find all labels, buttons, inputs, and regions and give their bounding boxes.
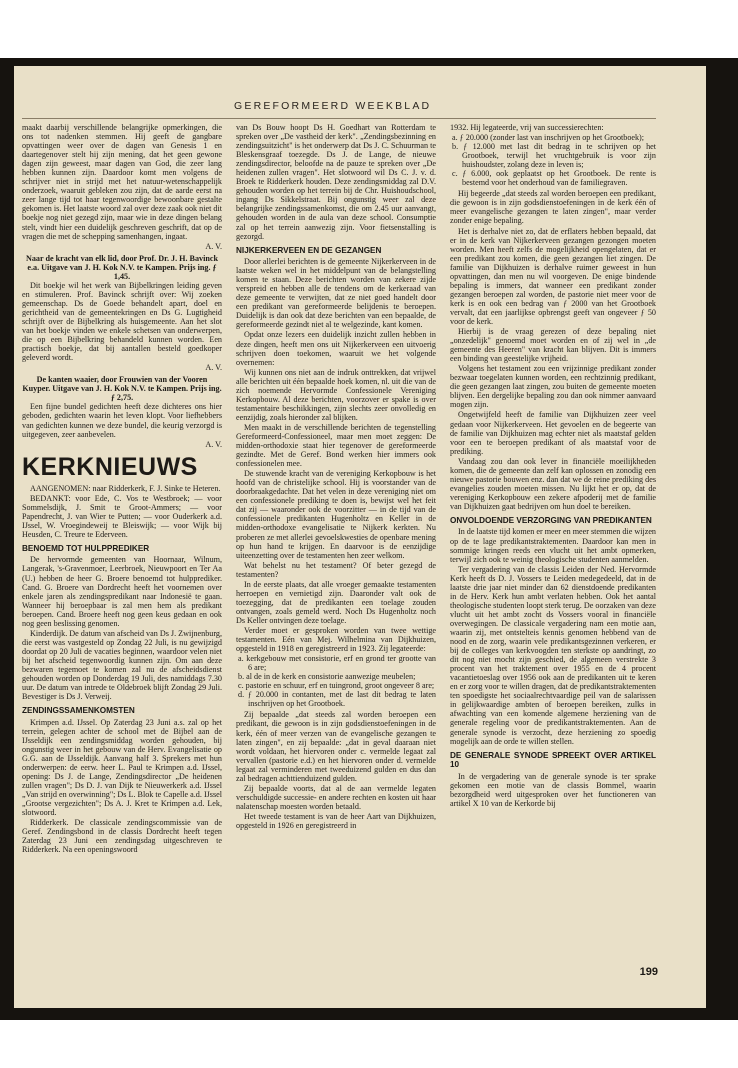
list-item: a. kerkgebouw met consistorie, erf en grond ter grootte van 6 are; [238,654,436,673]
krimpen-text: Krimpen a.d. IJssel. Op Zaterdag 23 Juni a.s. zal op het terrein, gelegen achter de school met de Bijbel aan de IJsseldijk een zendingsmiddag worden gehouden, bij ongunstig weer in het gebouw van de Herv. Evangelisatie op G.G. aan de IJsseldijk. Aanvang half 3. Sprekers met hun onderwerpen: de eerw. heer L. Paul te Krimpen a.d. IJssel, opening: Ds J. de Lange, Zendingsdirector „De heidenen zullen vragen"; Ds D. J. van Dijk te Nieuwerkerk a.d. IJssel „Van strijd en overwinning"; Ds L. Blok te Capelle a.d. IJssel „Grootse vergezichten"; Ds A. J. Kret te Krimpen a.d. Lek, slotwoord. [22,717,222,818]
paragraph: In de vergadering van de generale synode is ter sprake gekomen een motie van de classis Bommel, waarin bezorgdheid werd uitgesproken over het functioneren van artikel X 10 van de Kerkorde bij [450,771,656,808]
paragraph: In de eerste plaats, dat alle vroeger gemaakte testamenten herroepen en vernietigd zijn. Daaronder valt ook de toezegging, dat de predikanten een toelage zouden ontvangen, zoals gemeld werd. Noch Ds Hugenholtz noch Ds Keller ontvingen deze toelage. [236,579,436,625]
review1-signature: A. V. [205,363,222,373]
paragraph: Verder moet er gesproken worden van twee wettige testamenten. Eén van Mej. Wilhelmina van Dijkhuizen, opgesteld in 1918 en geregistreerd in 1923. Zij legateerde: [236,625,436,654]
paragraph: Zij bepaalde voorts, dat al de aan vermelde legaten verschuldigde successie- en andere rechten en kosten uit haar nalatenschap moesten worden betaald. [236,783,436,811]
review1-title: Naar de kracht van elk lid, door Prof. Dr. J. H. Bavinck e.a. Uitgave van J. H. Kok N.V. te Kampen. Prijs ing. ƒ 1,45. [25,253,218,281]
paragraph: In de laatste tijd komen er meer en meer stemmen die wijzen op de te lage predikantstraktementen. Daardoor kan men in sommige kringen reeds een vlucht uit het ambt opmerken, terwijl zich ook te weinig theologische studenten aanmelden. [450,527,656,564]
aangenomen-text: AANGENOMEN: naar Ridderkerk, F. J. Sinke te Heteren. [30,483,221,493]
kerknieuws-heading: KERKNIEUWS [22,452,198,481]
section-heading-zending: ZENDINGSSAMENKOMSTEN [22,706,135,716]
paragraph: Door allerlei berichten is de gemeente Nijkerkerveen in de laatste weken wel in het middelpunt van de belangstelling komen te staan. Deze berichten worden van zekere zijde verspreid en hebben alle de tendens om de kerkeraad van deze gemeente te verwijten, dat ze niet goed handelt door een predikant van gereformeerde belijdenis te beroepen. Duidelijk is dan ook dat deze berichten van een bepaalde, de gereformeerde gezindt niet al te welgezinde, kant komen. [236,257,436,330]
header-rule [22,118,656,119]
review2-text: Een fijne bundel gedichten heeft deze dichteres ons hier geboden, gedichten waarin het leven klopt. Voor liefhebbers van gedichten kunnen we deze bundel, die keurig verzorgd is uitgegeven, zeer aanbevelen. [22,402,222,439]
legacy-list-2 [450,133,656,187]
kinderdijk-text: Kinderdijk. De datum van afscheid van Ds J. Zwijnenburg, die eerst was vastgesteld op Zondag 22 Juli, is nu gewijzigd doordat op 20 Juli de vacaties beginnen, waardoor velen niet bij het afscheid tegenwoordig kunnen zijn. Om aan deze bezwaren tegemoet te komen zal nu de afscheidsdienst gehouden worden op Donderdag 19 Juli, des namiddags 7.30 uur. De datum van intrede te Oldebroek blijft Zondag 29 Juli. Bevestiger is Ds J. Verweij. [22,628,222,702]
list-item: c. pastorie en schuur, erf en tuingrond, groot ongeveer 8 are; [238,681,435,691]
paragraph: Opdat onze lezers een duidelijk inzicht zullen hebben in deze dingen, heeft men ons uit Nijkerkerveen een uitvoerig schrijven doen toekomen, waaruit we het volgende overnemen: [236,330,436,367]
list-item: b. al de in de kerk en consistorie aanwezige meubelen; [238,672,416,682]
paragraph: Het tweede testament is van de heer Aart van Dijkhuizen, opgesteld in 1926 en geregistreerd in [236,811,436,830]
paragraph: Hierbij is de vraag gerezen of deze bepaling niet „onzedelijk" genoemd moet worden en of zij wel in „de gemeente des Heeren" van kracht kan blijven. Dit is immers een binding van geestelijke vrijheid. [450,327,656,364]
paragraph: De stuwende kracht van de vereniging Kerkopbouw is het hoofd van de christelijke school. Hij is voorstander van de doorbraakgedachte. Dat het velen in deze vereniging niet om een confessionele prediking te doen is, bewijst wel het feit dat zij — waaronder ook de voorzitter — in de tijd van de confessionele predikanten Hugenholtz en Keller in de midden-orthodoxe evangelisatie te Nijkerk kerkten. Nu proberen ze met allerlei gevoelskwesties de openbare mening op hun hand te krijgen. En daarvoor is de eenzijdige uiteenzetting over de testamenten hen zeer welkom. [236,469,436,560]
section-heading-nijkerkerveen: NIJKERKERVEEN EN DE GEZANGEN [236,245,382,255]
review2-signature: A. V. [205,439,222,449]
column-2 [236,123,436,831]
paragraph: Hij begeerde „dat steeds zal worden beroepen een predikant, die gewoon is in zijn godsdienstoefeningen in de kerk één of meer evangelische gezangen te laten zingen", maar verder zonder enige bepaling. [450,189,656,226]
paragraph: Ongetwijfeld heeft de familie van Dijkhuizen zeer veel gedaan voor Nijkerkerveen. Het gevoelen en de begeerte van de familie van Dijkhuizen mag echter niet als maatstaf gelden voor een te beroepen predikant of als maatstaf voor de prediking. [450,410,656,456]
running-header: GEREFORMEERD WEEKBLAD [234,100,432,112]
list-item: d. ƒ 20.000 in contanten, met de last dit bedrag te laten inschrijven op het Grootboek. [238,690,436,709]
column-3 [450,123,656,809]
paragraph: Het is derhalve niet zo, dat de erflaters hebben bepaald, dat er in de kerk van Nijkerkerveen gezangen gezongen moeten worden. Men heeft zelfs de mogelijkheid opengelaten, dat er een predikant zou komen, die geen gezangen liet zingen. De familie van Dijkhuizen is derhalve ruimer geweest in hun opvattingen, dan men nu wil voorgeven. De enige bindende bepaling is immers, dat wanneer een predikant zonder gezangen beroepen zal worden, de pastorie niet meer voor de kerk is en ook een bedrag van ƒ 2000 van het Grootboek vervalt, dat een jaarlijkse opbrengst geeft van ongeveer ƒ 50 voor de kerk. [450,226,656,326]
bedankt-text: BEDANKT: voor Ede, C. Vos te Westbroek; — voor Sommelsdijk, J. Smit te Groot-Ammers; — voor Papendrecht, J. van Wier te Putten; — voor Ouderkerk a.d. IJssel, W. Vroegindeweij te Bleiswijk; — voor Wijk bij Heusden, C. Treure te Ederveen. [22,493,222,539]
column-1 [22,123,222,855]
review1-text: Dit boekje wil het werk van Bijbelkringen leiding geven en stimuleren. Prof. Bavinck schrijft over: Wij zoeken gemeenschap. Ds de Goede behandelt apart, doel en gerichtheid van de gemeentekringen en Ds G. Lugtigheid schrijft over de Bijbelkring als huisgemeente. Aan het slot van het boekje vinden we enkele schetsen van onderwerpen, die op een Bijbelkring behandeld kunnen worden. Een practisch boekje, dat bij aantallen besteld goedkoper geleverd wordt. [22,280,222,363]
list-item: b. ƒ 12.000 met last dit bedrag in te schrijven op het Grootboek, terwijl het vruchtgebruik is voor zijn huishoudster, zolang deze in leven is; [452,142,656,170]
newspaper-page [14,66,706,1008]
col2-continuation: van Ds Bouw hoopt Ds H. Goedhart van Rotterdam te spreken over „De vastheid der kerk". „Zendingsbezinning en zendingsuitzicht" is het onderwerp dat Ds J. C. Schuurman te Bleskensgraaf toezegde. Ds J. de Lange, de nieuwe zendingsdirector, beloofde na de pauze te spreken over „De heidenen zullen vragen". Het slotwoord wil Ds C. J. v. d. Broek te Ridderkerk houden. Deze zendingsmiddag zal D.V. gehouden worden op het terrein bij de Chr. Huishoudschool, ingang Ds Sikkelstraat. Bij ongunstig weer zal deze belangrijke zendingssamenkomst, die om 2.45 uur aanvangt, gehouden worden in de aula van deze school. Consumptie zal op het terrein aanwezig zijn. Voor fietsenstalling is gezorgd. [236,123,436,241]
paragraph: Wij kunnen ons niet aan de indruk onttrekken, dat vrijwel alle berichten uit één bepaalde hoek komen, nl. uit die van de zich noemende Hervormde Confessionele Vereniging Kerkopbouw. Al deze berichten, voorzover er spake is over testamentaire beschikkingen, zijn slechts zeer onvolledig en eenzijdig, zoals hieronder zal blijken. [236,367,436,422]
review2-title: De kanten waaier, door Frouwien van der Vooren Kuyper. Uitgave van J. H. Kok N.V. te Kampen. Prijs ing. ƒ 2,75. [22,375,222,403]
list-item: a. ƒ 20.000 (zonder last van inschrijven op het Grootboek); [452,133,645,143]
hulpprediker-text: De hervormde gemeenten van Hoornaar, Wilnum, Langerak, 's-Gravenmoer, Leerbroek, Nieuwpoort en Ter Aa (U.) hebben de heer G. Broere benoemd tot hulpprediker. Cand. G. Broere van Dordrecht heeft het voornemen over enkele jaren als zendingspredikant naar Indonesië te gaan. Wanneer hij beroepbaar is zal men hem als predikant beroepen. Cand. Broere heeft nog geen keus gedaan en ook nog geen beslissing genomen. [22,555,222,628]
intro-text: maakt daarbij verschillende belangrijke opmerkingen, die ons tot nadenken stemmen. Hij geeft de gangbare opvattingen weer over de dagen van Genesis 1 en daartegenover stelt hij zijn mening, dat het geen gewone dagen zijn geweest, maar dagen van God, die zeer lang hebben kunnen zijn. Daardoor komt men volgens de schrijver niet in strijd met het natuur-wetenschappelijk onderzoek, waaruit gebleken zou zijn, dat de aarde eerst na zeer lange tijd tot haar tegenwoordige bewoonbare gestalte gekomen is. Het laatste woord zal over deze zaak ook niet dit boekje nog niet gezegd zijn, maar wie in deze dingen belang stelt, vindt hier een duidelijk geschreven geschrift, dat op de vragen die met de schepping samenhangen, ingaat. [22,123,222,241]
paragraph: Wat behelst nu het testament? Of beter gezegd de testamenten? [236,560,436,579]
paragraph: Zij bepaalde „dat steeds zal worden beroepen een predikant, die gewoon is in zijn godsdienstoefeningen in de kerk, één of meer verzen van de evangelische gezangen te laten zingen", en zij bepaalde: „dat in geval daaraan niet wordt voldaan, het hiervoren onder c. vermelde legaat zal vervallen (pastorie e.d.) en het hiervoren onder d. vermelde legaat zal verminderen met tweeduizend gulden en dus dan zal bedragen achttienduizend gulden. [236,710,436,783]
paragraph: Men maakt in de verschillende berichten de tegenstelling Gereformeerd-Confessioneel, maar men moet zeggen: De midden-orthodoxie staat hier tegenover de gereformeerde gezindte. Met de Geref. Bond werken hier immers ook confessionelen mee. [236,422,436,469]
paragraph: Ter vergadering van de classis Leiden der Ned. Hervormde Kerk heeft ds D. J. Vossers te Leiden medegedeeld, dat in de laatste drie jaar niet minder dan 62 dienstdoende predikanten in de Herv. Kerk hun ambt verlaten hebben. Ook het aantal theologische studenten loopt sterk terug. De oorzaken van deze vlucht uit het ambt zocht ds Vossers vooral in financiële overwegingen. De classicale vergadering nam een motie aan, waarin zij, met ontstelteis kennis genomen hebbend van de nood en de zorg, waarin vele predikantsgezinnen verkeren, er bij de colleges van kerkvoogden ten sterkste op aandringt, zo dit nog niet mocht zijn geschied, de algemeen verstrekte 3 procent van het traktement over 1955 en de 4 procent vacantietoeslag over 1956 ook aan de predikanten uit te keren en er zorg voor te willen dragen, dat de predikantstraktementen ten spoedigste het sociaalrechtvaardige peil van de salarissen in gelijkwaardige ambten of beroepen bereiken, zulks in afwachting van een komende algemene herziening van de generale regeling voor de predikantstraktementen. Aan de generale synode is verzocht, deze herziening zo spoedig mogelijk aan de orde te willen stellen. [450,564,656,746]
col3-continuation: 1932. Hij legateerde, vrij van successierechten: [450,123,604,132]
list-item: c. ƒ 6.000, ook geplaatst op het Grootboek. De rente is bestemd voor het onderhoud van de familiegraven. [452,169,656,188]
section-heading-synode: DE GENERALE SYNODE SPREEKT OVER ARTIKEL 10 [450,750,656,770]
paragraph: Vandaag zou dan ook lever in financiële moeilijkheden komen, die de gemeente dan zelf kan oplossen en zonodig een nieuwe pastorie bouwen enz. dan dat we de reine prediking des evangelies zouden moeten missen. Nu lijkt het er op, dat de vereniging Kerkopbouw een zekere afpoderij met de familie van Dijkhuizen gaat bedrijven om hun doel te bereiken. [450,456,656,511]
section-heading-verzorging: ONVOLDOENDE VERZORGING VAN PREDIKANTEN [450,515,652,525]
section-heading-hulpprediker: BENOEMD TOT HULPPREDIKER [22,543,150,553]
legacy-list-1 [236,654,436,708]
ridderkerk-text: Ridderkerk. De classicale zendingscommissie van de Geref. Zendingsbond in de classis Dordrecht heeft tegen Zaterdag 23 Juni een zendingsdag uitgeschreven te Ridderkerk. Na een openingswoord [22,818,222,855]
page-number: 199 [639,966,658,978]
paragraph: Volgens het testament zou een vrijzinnige predikant zonder bezwaar toegelaten kunnen worden, een rechtzinnig predikant, die geen gezangen laat zingen, zou buiten de gemeente moeten blijven. Een dergelijke bepaling zou dan ook nimmer aanvaard mogen zijn. [450,364,656,410]
intro-signature: A. V. [205,241,222,251]
